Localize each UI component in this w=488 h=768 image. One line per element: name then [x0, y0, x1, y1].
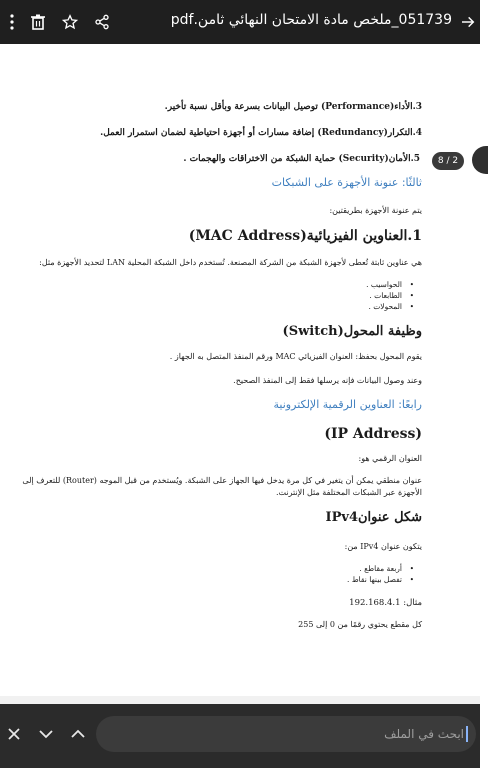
more-icon[interactable] [0, 10, 24, 34]
heading-switch: وظيفة المحول(Switch) [282, 324, 422, 339]
star-icon[interactable] [58, 10, 82, 34]
heading-ip: (IP Address) [324, 426, 422, 442]
list-item: • المحولات . [368, 302, 402, 311]
app-bar [0, 0, 480, 44]
page-indicator: 8 / 2 [432, 152, 464, 170]
switch-line-1: يقوم المحول بحفظ: العنوان الفيزيائي MAC ورقم المنفذ المتصل به الجهاز . [169, 352, 422, 361]
search-input[interactable] [102, 726, 466, 742]
security-line: 5.الأمان(Security) حماية الشبكة من الاختراقات والهجمات . [183, 154, 420, 164]
list-item: • الطابعات . [369, 291, 402, 300]
ipv4-consists-line: يتكون عنوان IPv4 من: [344, 542, 422, 551]
ip-description-1: عنوان منطقي يمكن أن يتغير في كل مرة يدخل فيها الجهاز على الشبكة. ويُستخدم من قبل الموجه (Router) للتعرف إلى [22, 476, 422, 485]
heading-mac: 1.العناوين الفيزيائية(MAC Address) [188, 228, 422, 244]
segment-range-line: كل مقطع يحتوي رقمًا من 0 إلى 255 [298, 620, 422, 629]
ip-is-line: العنوان الرقمي هو: [358, 454, 422, 463]
methods-line: يتم عنونة الأجهزة بطريقتين: [329, 206, 422, 215]
find-bar [0, 704, 480, 768]
search-field[interactable] [96, 716, 476, 752]
text-cursor [466, 726, 468, 742]
chevron-up-icon[interactable] [66, 722, 90, 746]
redundancy-line: 4.التكرار(Redundancy) إضافة مسارات أو أجهزة احتياطية لضمان استمرار العمل. [100, 128, 422, 138]
example-line: مثال: 192.168.4.1 [349, 598, 422, 608]
close-icon[interactable] [2, 722, 26, 746]
switch-line-2: وعند وصول البيانات فإنه يرسلها فقط إلى المنفذ الصحيح. [233, 376, 422, 385]
forward-arrow-icon[interactable] [456, 10, 480, 34]
pdf-page [0, 44, 480, 696]
section-heading-digital: رابعًا: العناوين الرقمية الإلكترونية [273, 398, 422, 411]
list-item: • أربعة مقاطع . [359, 564, 402, 573]
ip-description-2: الأجهزة عبر الشبكات المختلفة مثل الإنترنت. [275, 488, 422, 497]
divider [0, 696, 480, 704]
document-title: 051739_ملخص مادة الامتحان النهائي ثامن.pdf [170, 12, 452, 28]
section-heading-addressing: ثالثًا: عنونة الأجهزة على الشبكات [271, 176, 422, 189]
list-item: • تفصل بينها نقاط . [347, 575, 402, 584]
performance-line: 3.الأداء(Performance) توصيل البيانات بسرعة وبأقل نسبة تأخير. [164, 102, 422, 112]
list-item: • الحواسيب . [366, 280, 402, 289]
delete-icon[interactable] [26, 10, 50, 34]
share-icon[interactable] [90, 10, 114, 34]
mac-description: هي عناوين ثابتة تُعطى لأجهزة الشبكة من الشركة المصنعة. تُستخدم داخل الشبكة المحلية LAN لتحديد الأجهزة مثل: [39, 258, 422, 267]
chevron-down-icon[interactable] [34, 722, 58, 746]
heading-ipv4: شكل عنوانIPv4 [325, 510, 422, 525]
